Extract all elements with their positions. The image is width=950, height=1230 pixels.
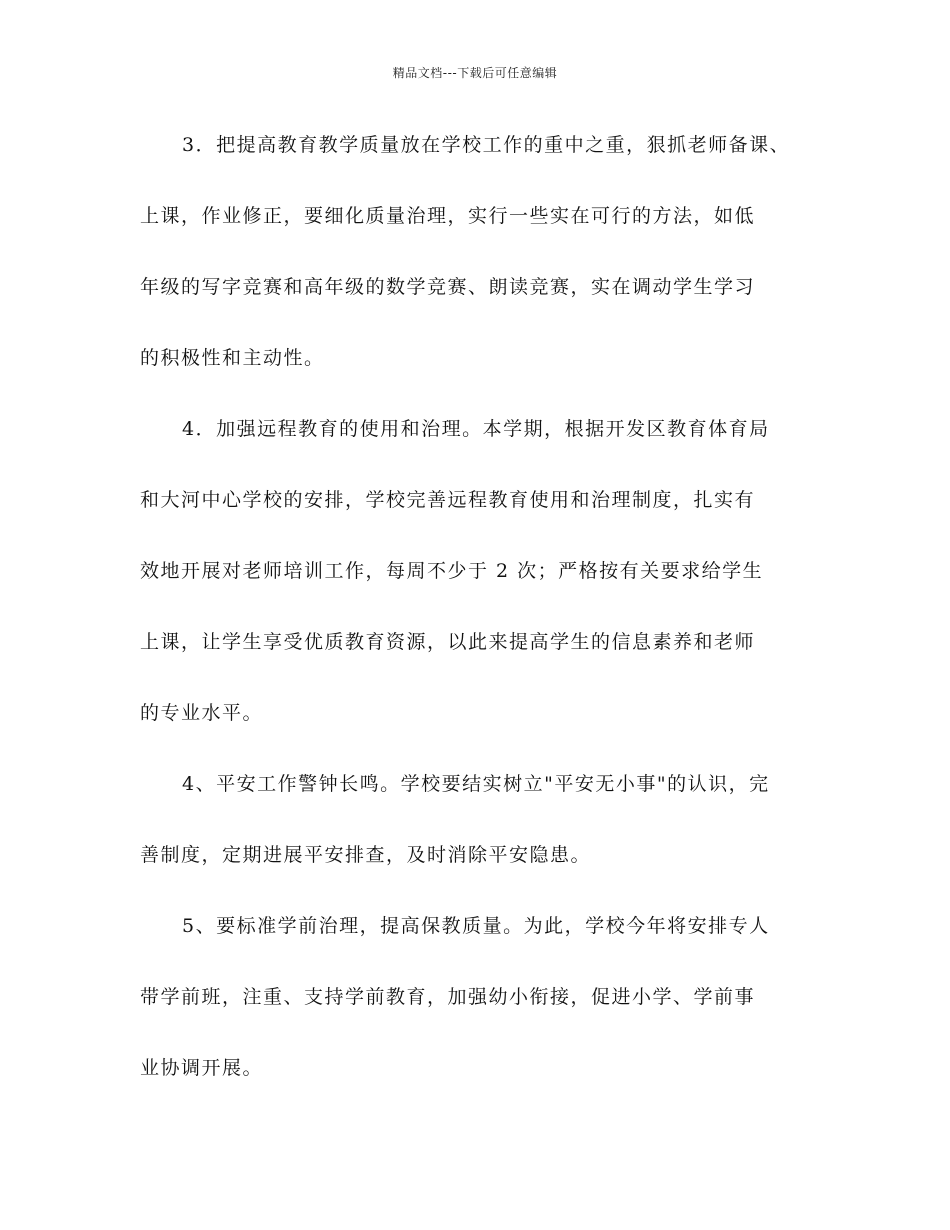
- page-header: 精品文档---下载后可任意编辑: [392, 66, 558, 80]
- paragraph-line: 和大河中心学校的安排，学校完善远程教育使用和治理制度，扎实有: [140, 489, 756, 511]
- paragraph-line: 带学前班，注重、支持学前教育，加强幼小衔接，促进小学、学前事: [140, 986, 756, 1008]
- paragraph-line: 5、要标准学前治理，提高保教质量。为此，学校今年将安排专人: [182, 915, 770, 937]
- paragraph-line: 业协调开展。: [140, 1057, 264, 1079]
- paragraph-line: 善制度，定期进展平安排查，及时消除平安隐患。: [140, 844, 592, 866]
- paragraph-line: 3．把提高教育教学质量放在学校工作的重中之重，狠抓老师备课、: [182, 134, 791, 156]
- paragraph-line: 上课，作业修正，要细化质量治理，实行一些实在可行的方法，如低: [140, 205, 756, 227]
- paragraph-line: 的积极性和主动性。: [140, 347, 325, 369]
- document-body: [140, 126, 820, 1120]
- paragraph-line: 4．加强远程教育的使用和治理。本学期，根据开发区教育体育局: [182, 418, 770, 440]
- paragraph-line: 上课，让学生享受优质教育资源，以此来提高学生的信息素养和老师: [140, 631, 756, 653]
- paragraph-line: 的专业水平。: [140, 702, 264, 724]
- paragraph-line: 4、平安工作警钟长鸣。学校要结实树立"平安无小事"的认识，完: [182, 773, 770, 795]
- paragraph-line: 效地开展对老师培训工作，每周不少于 2 次；严格按有关要求给学生: [140, 560, 764, 582]
- paragraph-line: 年级的写字竞赛和高年级的数学竞赛、朗读竞赛，实在调动学生学习: [140, 276, 756, 298]
